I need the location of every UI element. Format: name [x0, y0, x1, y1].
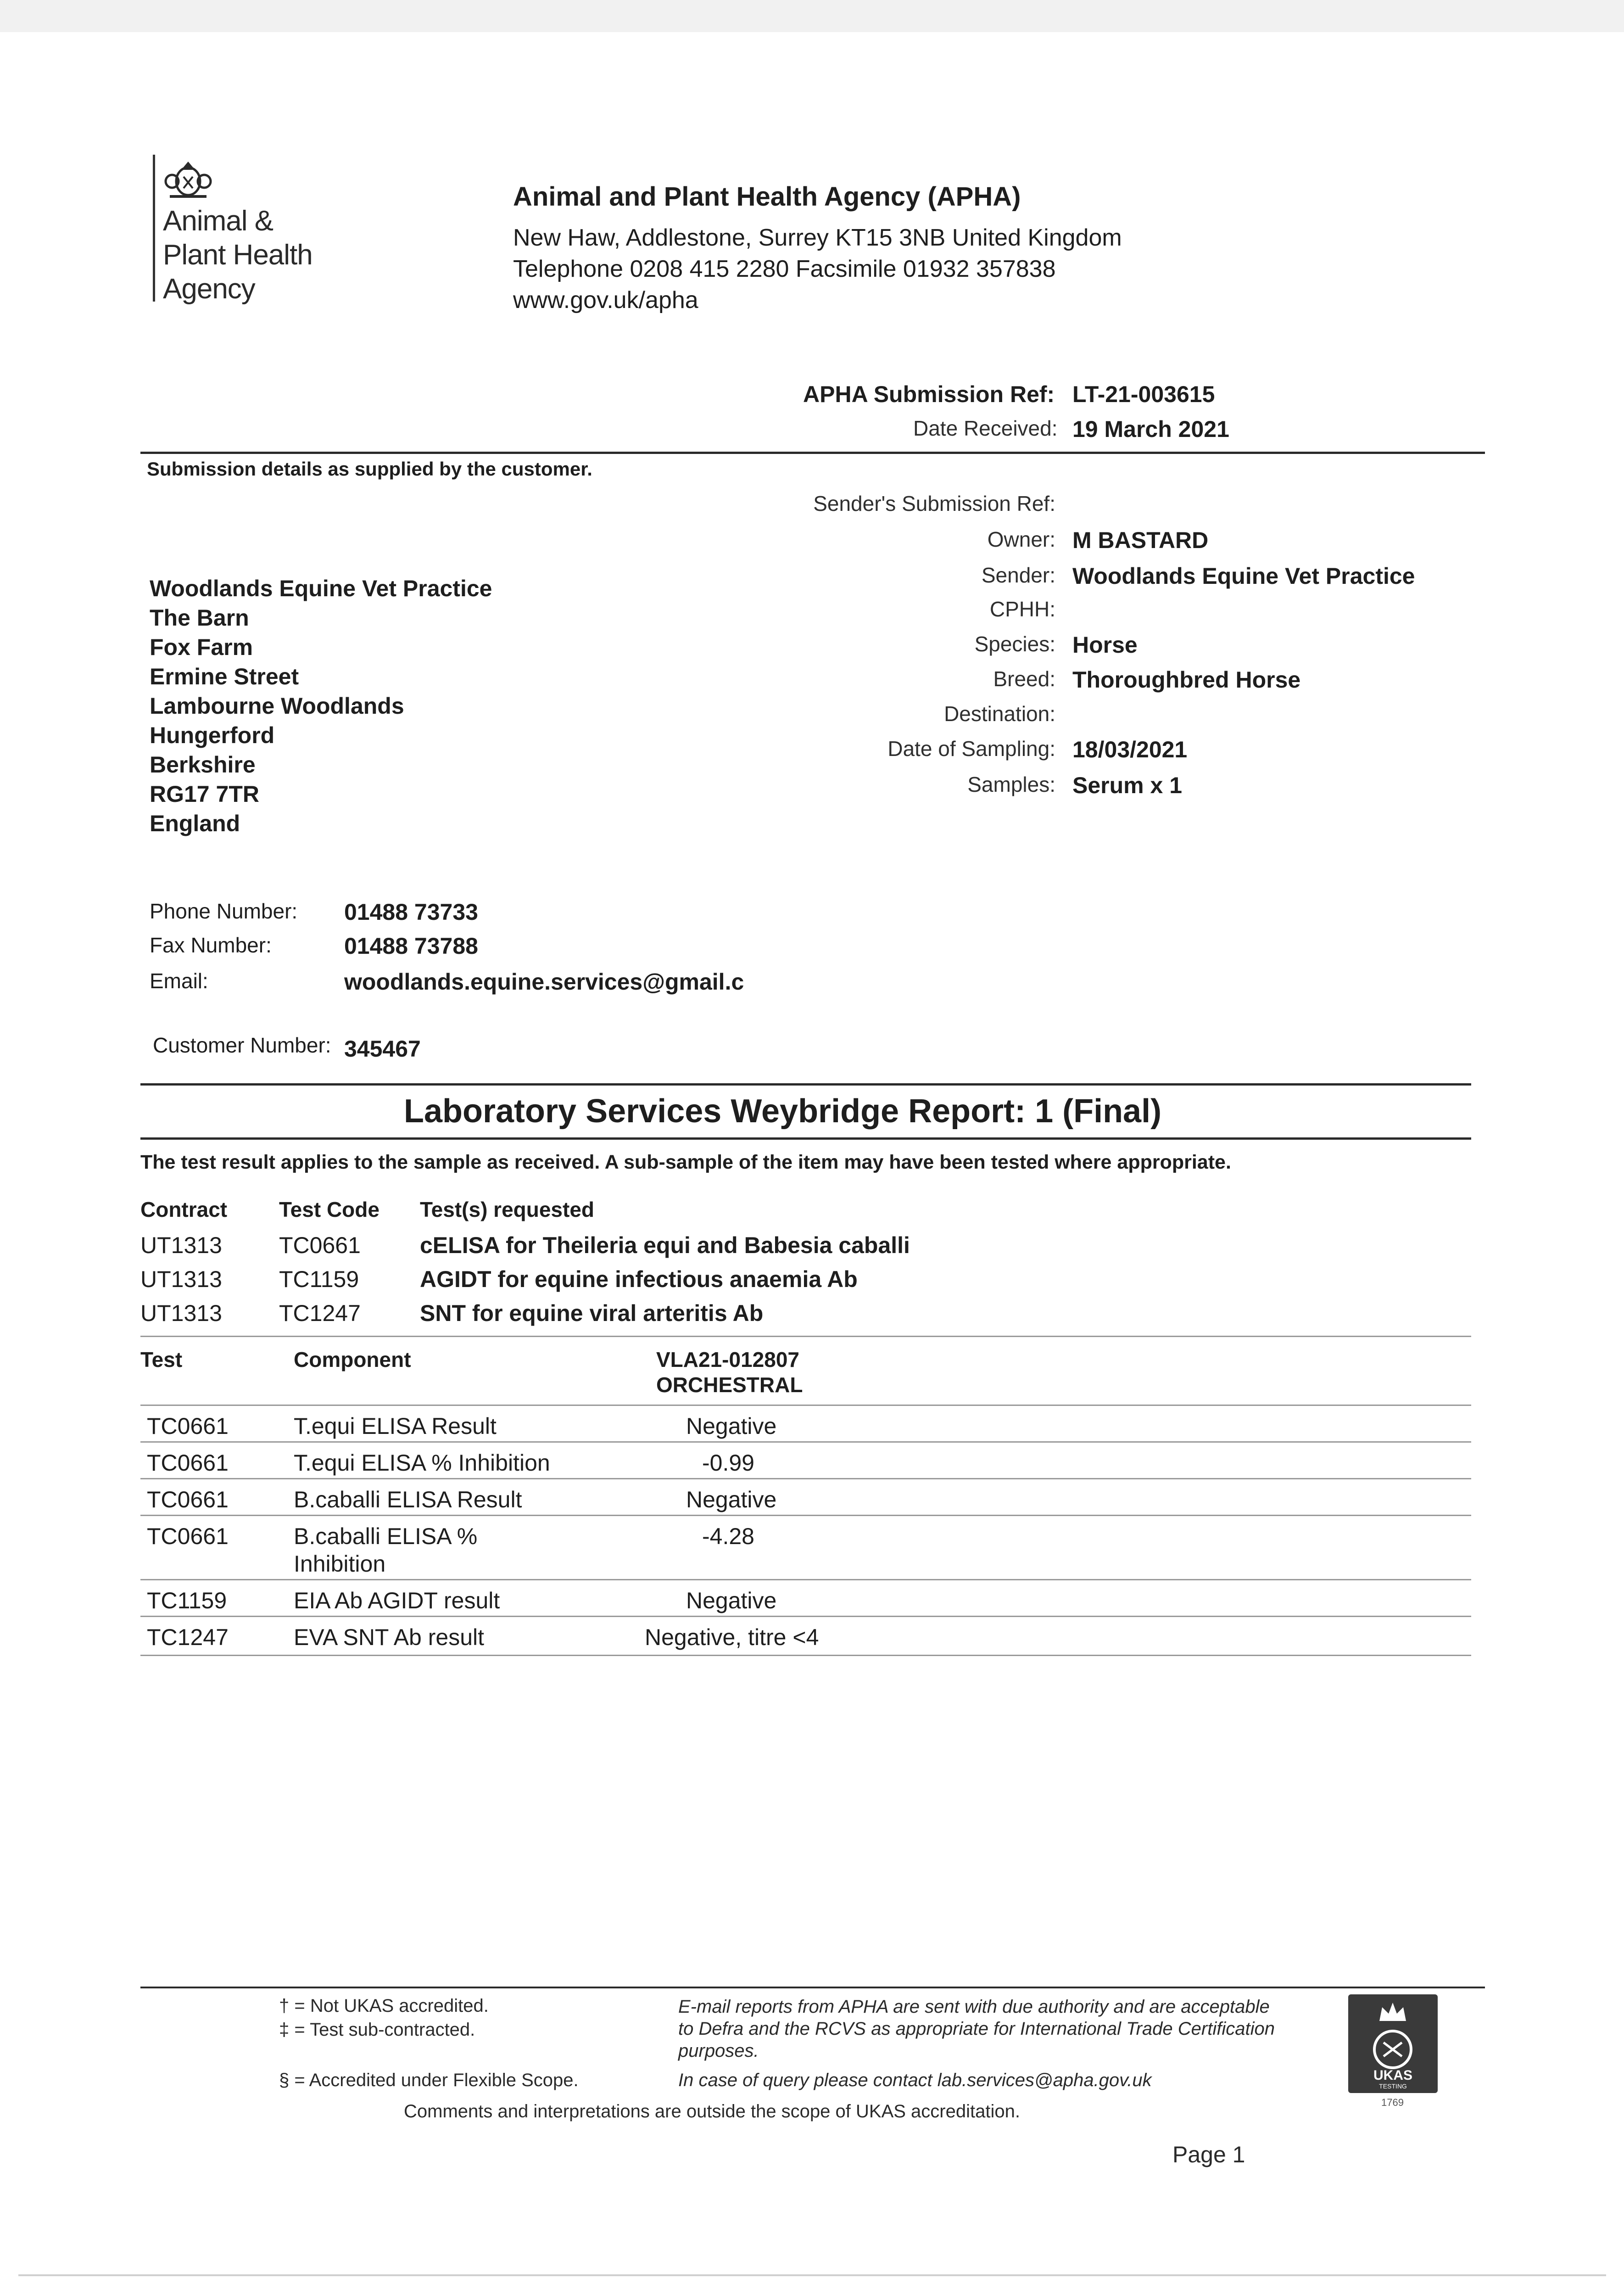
table-cell: Negative, titre <4	[645, 1624, 819, 1650]
table-cell: UT1313	[140, 1232, 222, 1258]
phone-label: Phone Number:	[150, 899, 298, 923]
ukas-badge	[1348, 1994, 1438, 2093]
table-cell: AGIDT for equine infectious anaemia Ab	[420, 1266, 858, 1292]
address-line: England	[150, 811, 240, 836]
email-label: Email:	[150, 969, 208, 993]
table-cell: Negative	[686, 1487, 777, 1512]
table-cell: T.equi ELISA % Inhibition	[294, 1450, 550, 1476]
address-line: Lambourne Woodlands	[150, 693, 404, 719]
table-cell: UT1313	[140, 1266, 222, 1292]
address-line: RG17 7TR	[150, 781, 259, 807]
footer-rule	[140, 1987, 1485, 1988]
footnote-flexible-scope: § = Accredited under Flexible Scope.	[279, 2070, 579, 2090]
row-divider	[140, 1405, 1471, 1406]
column-header: Test(s) requested	[420, 1198, 595, 1221]
submission-ref-label: APHA Submission Ref:	[803, 381, 1055, 407]
detail-value: 18/03/2021	[1072, 737, 1188, 762]
phone-value: 01488 73733	[344, 899, 478, 925]
detail-label: Date of Sampling:	[887, 737, 1055, 761]
column-header: Test Code	[279, 1198, 379, 1221]
detail-label: Owner:	[987, 527, 1055, 551]
scan-bottom-edge	[18, 2274, 1606, 2276]
address-line: Berkshire	[150, 752, 256, 778]
table-cell: TC0661	[147, 1450, 229, 1476]
address-line: Ermine Street	[150, 664, 299, 689]
detail-value: Horse	[1072, 632, 1138, 658]
detail-label: Breed:	[993, 667, 1055, 691]
address-line: Hungerford	[150, 722, 275, 748]
detail-value: Woodlands Equine Vet Practice	[1072, 563, 1415, 589]
table-cell: TC1247	[279, 1300, 361, 1326]
column-header: Test	[140, 1348, 183, 1371]
page-number: Page 1	[1172, 2142, 1245, 2167]
submission-note: Submission details as supplied by the customer.	[147, 458, 592, 480]
row-divider	[140, 1441, 1471, 1443]
column-header: Component	[294, 1348, 411, 1371]
table-cell: UT1313	[140, 1300, 222, 1326]
table-cell: TC0661	[279, 1232, 361, 1258]
submission-ref-value: LT-21-003615	[1072, 381, 1215, 407]
customer-address	[150, 574, 492, 838]
logo-divider	[153, 155, 155, 302]
section-divider	[140, 452, 1485, 454]
table-cell: -0.99	[702, 1450, 754, 1476]
detail-label: CPHH:	[989, 597, 1055, 621]
row-divider	[140, 1336, 1471, 1337]
row-divider	[140, 1579, 1471, 1580]
report-title: Laboratory Services Weybridge Report: 1 (Final)	[404, 1093, 1162, 1130]
table-cell: T.equi ELISA Result	[294, 1413, 497, 1439]
table-cell: B.caballi ELISA %	[294, 1523, 478, 1549]
address-line: The Barn	[150, 605, 249, 631]
crown-icon	[1376, 1999, 1410, 2024]
table-cell: Negative	[686, 1588, 777, 1613]
table-cell: EIA Ab AGIDT result	[294, 1588, 500, 1613]
agency-address: New Haw, Addlestone, Surrey KT15 3NB United Kingdom	[513, 224, 1122, 251]
table-cell: TC1159	[279, 1266, 359, 1292]
date-received-label: Date Received:	[913, 416, 1058, 440]
ukas-label: UKAS	[1373, 2068, 1412, 2083]
report-top-rule	[140, 1083, 1471, 1086]
table-cell: TC0661	[147, 1413, 229, 1439]
email-value[interactable]: woodlands.equine.services@gmail.c	[344, 969, 744, 995]
row-divider	[140, 1515, 1471, 1516]
column-header: Contract	[140, 1198, 228, 1221]
ukas-sub-label: TESTING	[1379, 2082, 1407, 2090]
table-cell: Negative	[686, 1413, 777, 1439]
ukas-number: 1769	[1381, 2097, 1404, 2108]
table-cell: SNT for equine viral arteritis Ab	[420, 1300, 764, 1326]
agency-name: Animal and Plant Health Agency (APHA)	[513, 182, 1021, 212]
detail-label: Sender's Submission Ref:	[813, 492, 1055, 515]
logo-line: Plant Health	[163, 239, 313, 271]
comments-note: Comments and interpretations are outside the scope of UKAS accreditation.	[404, 2101, 1020, 2121]
footnote-not-ukas: † = Not UKAS accredited.	[279, 1996, 489, 2016]
row-divider	[140, 1478, 1471, 1479]
detail-value: Serum x 1	[1072, 772, 1183, 798]
logo-wordmark	[163, 204, 313, 306]
address-line: Fox Farm	[150, 634, 253, 660]
fax-label: Fax Number:	[150, 933, 272, 957]
detail-value: Thoroughbred Horse	[1072, 667, 1301, 693]
table-cell: TC1159	[147, 1588, 227, 1613]
table-cell: TC0661	[147, 1523, 229, 1549]
detail-label: Species:	[974, 632, 1055, 656]
royal-crest-icon	[163, 156, 213, 200]
table-cell: cELISA for Theileria equi and Babesia caballi	[420, 1232, 910, 1258]
ukas-tick-icon	[1367, 2026, 1418, 2072]
detail-label: Destination:	[944, 702, 1055, 726]
row-divider	[140, 1616, 1471, 1617]
table-cell: B.caballi ELISA Result	[294, 1487, 522, 1512]
email-authority-note: E-mail reports from APHA are sent with due authority and are acceptable to Defra and the RCVS as appropriate for International Trade Certification purposes.	[678, 1997, 1275, 2061]
fax-value: 01488 73788	[344, 933, 478, 959]
footnote-subcontracted: ‡ = Test sub-contracted.	[279, 2020, 475, 2040]
sample-name-header: ORCHESTRAL	[656, 1373, 803, 1397]
customer-number-value: 345467	[344, 1036, 421, 1062]
table-cell: EVA SNT Ab result	[294, 1624, 485, 1650]
agency-phone-fax: Telephone 0208 415 2280 Facsimile 01932 357838	[513, 256, 1056, 282]
sample-id-header: VLA21-012807	[656, 1348, 799, 1371]
table-cell: TC0661	[147, 1487, 229, 1512]
logo-line: Animal &	[163, 205, 273, 237]
scan-top-shade	[0, 0, 1624, 32]
query-contact-note: In case of query please contact lab.services@apha.gov.uk	[678, 2070, 1152, 2090]
detail-label: Samples:	[967, 772, 1055, 796]
table-cell: TC1247	[147, 1624, 229, 1650]
customer-number-label: Customer Number:	[153, 1033, 331, 1057]
detail-value: M BASTARD	[1072, 527, 1209, 553]
report-bottom-rule	[140, 1137, 1471, 1140]
address-line: Woodlands Equine Vet Practice	[150, 576, 492, 601]
table-cell: -4.28	[702, 1523, 754, 1549]
logo-line: Agency	[163, 273, 255, 305]
table-cell: Inhibition	[294, 1551, 386, 1577]
row-divider	[140, 1655, 1471, 1656]
detail-label: Sender:	[981, 563, 1055, 587]
report-note: The test result applies to the sample as received. A sub-sample of the item may have been tested where appropriate.	[140, 1151, 1231, 1173]
date-received-value: 19 March 2021	[1072, 416, 1229, 442]
agency-website[interactable]: www.gov.uk/apha	[513, 287, 698, 313]
